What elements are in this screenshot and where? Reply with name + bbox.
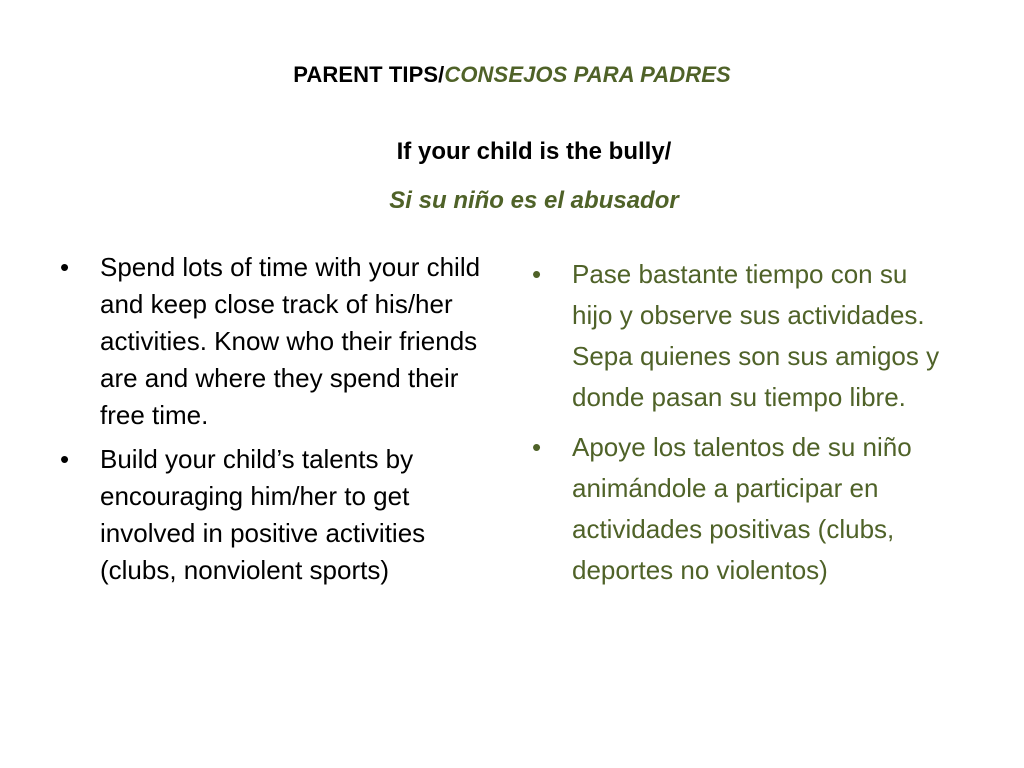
tip-text: Apoye los talentos de su niño animándole a participar en actividades positivas (clubs, deportes no violentos) [572, 432, 912, 585]
bullet-icon: • [60, 252, 70, 282]
subtitle-spanish: Si su niño es el abusador [389, 187, 679, 214]
list-item-spanish-1 [532, 254, 952, 418]
bullet-icon: • [532, 259, 542, 289]
bullet-icon: • [532, 432, 542, 462]
list-item-spanish-2 [532, 427, 952, 591]
english-tips-list [60, 249, 500, 596]
tip-text: Pase bastante tiempo con su hijo y observe sus actividades. Sepa quienes son sus amigos y donde pasan su tiempo libre. [572, 259, 940, 412]
subtitle-english: If your child is the bully/ [396, 138, 672, 165]
title-spanish: CONSEJOS PARA PADRES [444, 62, 731, 87]
spanish-tips-list [532, 254, 952, 600]
tip-text: Spend lots of time with your child and keep close track of his/her activities. Know who their friends are and where they spend their free time. [100, 252, 481, 430]
list-item-english-1 [60, 249, 500, 434]
slide-title [0, 62, 1024, 88]
title-english: PARENT TIPS/ [293, 62, 445, 87]
list-item-english-2 [60, 441, 500, 589]
tip-text: Build your child’s talents by encouraging him/her to get involved in positive activities (clubs, nonviolent sports) [100, 444, 426, 585]
bullet-icon: • [60, 444, 70, 474]
